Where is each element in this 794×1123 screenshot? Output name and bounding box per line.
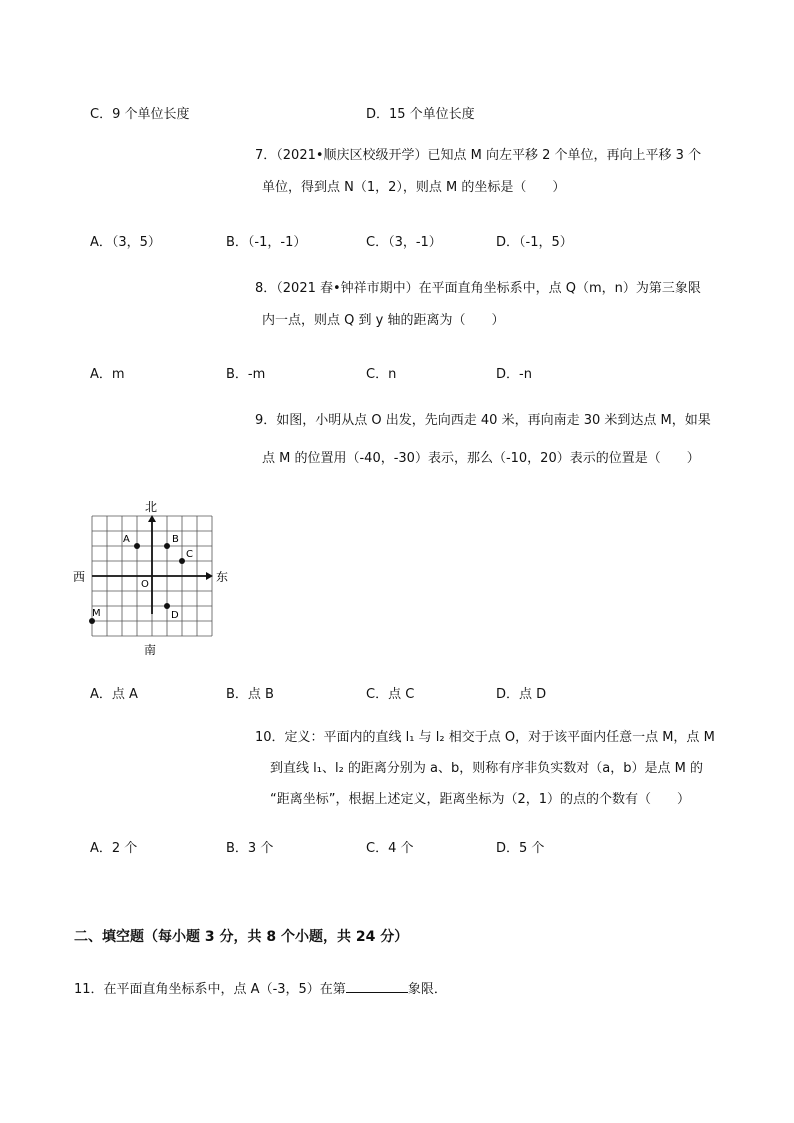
q10-stem-line2: 到直线 l₁、l₂ 的距离分别为 a、b，则称有序非负实数对（a，b）是点 M 的	[270, 761, 703, 776]
q8-option-b: B．-m	[226, 367, 266, 382]
q8-option-a: A．m	[90, 367, 125, 382]
q10-option-d: D．5 个	[496, 841, 545, 856]
label-north: 北	[145, 500, 158, 514]
point-d	[164, 603, 170, 609]
label-point-m: M	[92, 608, 101, 619]
q9-grid-figure	[70, 494, 240, 664]
q7-option-d: D．（-1，5）	[496, 235, 573, 250]
q9-stem-line1: 9．如图，小明从点 O 出发，先向西走 40 米，再向南走 30 米到达点 M，如果	[255, 413, 711, 428]
q10-stem-line3: “距离坐标”，根据上述定义，距离坐标为（2，1）的点的个数有（ ）	[270, 792, 691, 807]
q8-stem-line1: 8．（2021 春•钟祥市期中）在平面直角坐标系中，点 Q（m，n）为第三象限	[255, 281, 701, 296]
q11-suffix: 象限．	[407, 982, 447, 997]
q8-stem-line2: 内一点，则点 Q 到 y 轴的距离为（ ）	[262, 313, 505, 328]
q7-option-a: A．（3，5）	[90, 235, 161, 250]
q6-option-c: C．9 个单位长度	[90, 107, 190, 122]
q10-option-b: B．3 个	[226, 841, 274, 856]
q10-option-c: C．4 个	[366, 841, 414, 856]
q7-stem-line2: 单位，得到点 N（1，2），则点 M 的坐标是（ ）	[262, 180, 566, 195]
q11-answer-blank[interactable]	[346, 980, 408, 993]
q9-option-c: C．点 C	[366, 687, 415, 702]
label-origin: O	[141, 579, 149, 590]
q10-stem-line1: 10．定义：平面内的直线 l₁ 与 l₂ 相交于点 O，对于该平面内任意一点 M，点 M	[255, 730, 715, 745]
q11-prefix: 11．在平面直角坐标系中，点 A（-3，5）在第	[74, 982, 346, 997]
label-south: 南	[144, 643, 157, 657]
q9-option-d: D．点 D	[496, 687, 547, 702]
q7-option-b: B．（-1，-1）	[226, 235, 307, 250]
label-east: 东	[216, 570, 229, 584]
q9-stem-line2: 点 M 的位置用（-40，-30）表示，那么（-10，20）表示的位置是（ ）	[262, 451, 700, 466]
label-point-d: D	[171, 610, 179, 621]
q8-option-c: C．n	[366, 367, 397, 382]
q9-option-b: B．点 B	[226, 687, 274, 702]
section-fill-in-title: 二、填空题（每小题 3 分，共 8 个小题，共 24 分）	[74, 929, 409, 945]
q8-option-d: D．-n	[496, 367, 532, 382]
q6-option-d: D．15 个单位长度	[366, 107, 475, 122]
point-a	[134, 543, 140, 549]
point-b	[164, 543, 170, 549]
label-west: 西	[73, 570, 86, 584]
label-point-b: B	[172, 534, 179, 545]
label-point-c: C	[186, 549, 193, 560]
q11-stem	[74, 978, 447, 997]
label-point-a: A	[123, 534, 130, 545]
q7-option-c: C．（3，-1）	[366, 235, 442, 250]
q9-option-a: A．点 A	[90, 687, 138, 702]
point-c	[179, 558, 185, 564]
q10-option-a: A．2 个	[90, 841, 138, 856]
q7-stem-line1: 7．（2021•顺庆区校级开学）已知点 M 向左平移 2 个单位，再向上平移 3 个	[255, 148, 702, 163]
